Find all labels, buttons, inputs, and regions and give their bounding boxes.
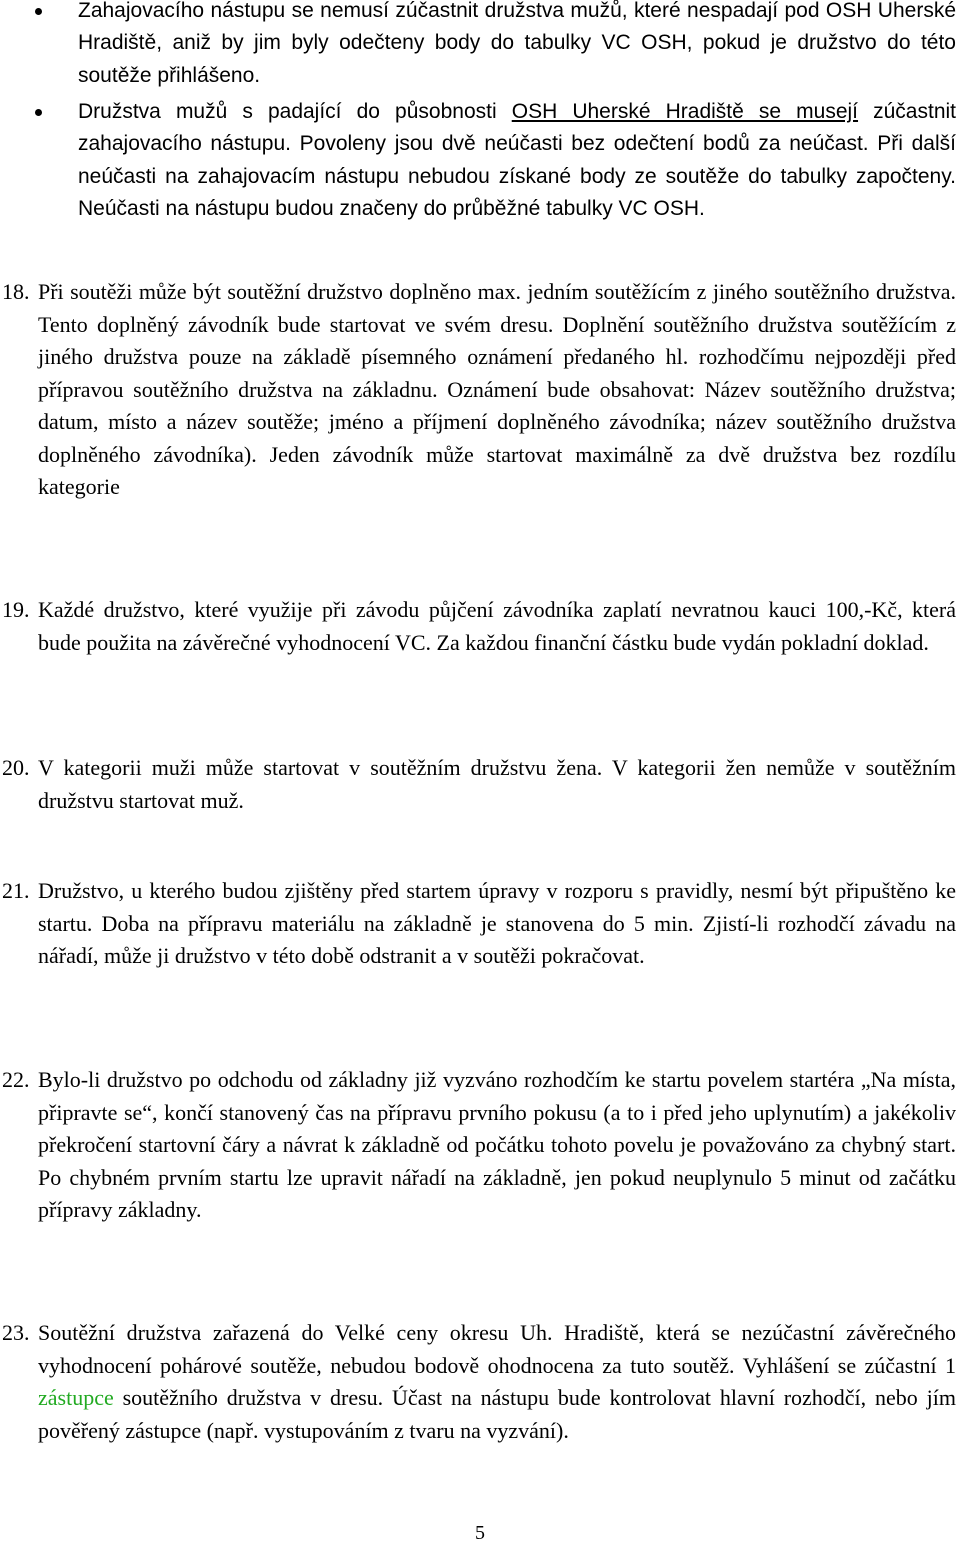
bullet-text xyxy=(78,100,956,220)
bullet-item xyxy=(0,0,960,92)
rule-text: Bylo-li družstvo po odchodu od základny již vyzváno rozhodčím ke startu povelem startéra „Na místa, připravte se“, končí stanovený čas na přípravu prvního pokusu (a to i před jeho uplynutím) a jakékoliv překročení startovní čáry a návrat k základně od počátku tohoto povelu je považováno za chybný start. Po chybném prvním startu lze upravit nářadí na základně, jen pokud neuplynulo 5 minut od začátku přípravy základny. xyxy=(38,1067,956,1222)
rule-number: 18. xyxy=(2,279,30,304)
rule-23 xyxy=(0,1317,960,1447)
rule-number: 23. xyxy=(2,1320,30,1345)
rule-text: V kategorii muži může startovat v soutěžním družstvu žena. V kategorii žen nemůže v soutěžním družstvu startovat muž. xyxy=(38,755,956,813)
page-number: 5 xyxy=(475,1522,485,1544)
bullet-text: Zahajovacího nástupu se nemusí zúčastnit družstva mužů, které nespadají pod OSH Uherské Hradiště, aniž by jim byly odečteny body do tabulky VC OSH, pokud je družstvo do této soutěže přihlášeno. xyxy=(78,0,956,87)
rule-text xyxy=(38,1317,956,1447)
bullet-item xyxy=(0,96,960,226)
rule-19 xyxy=(0,594,960,659)
rule-number: 20. xyxy=(2,755,30,780)
rule-number: 22. xyxy=(2,1067,30,1092)
bullet-dot-icon xyxy=(35,8,42,15)
rule-number: 19. xyxy=(2,597,30,622)
rule-21 xyxy=(0,875,960,973)
rule-18 xyxy=(0,276,960,504)
rule-text-pre: Soutěžní družstva zařazená do Velké ceny okresu Uh. Hradiště, která se nezúčastní závěrečného vyhodnocení pohárové soutěže, nebudou bodově ohodnocena za tuto soutěž. Vyhlášení se zúčastní 1 xyxy=(38,1320,956,1378)
rule-text-post: soutěžního družstva v dresu. Účast na nástupu bude kontrolovat hlavní rozhodčí, nebo jím pověřený zástupce (např. vystupováním z tvaru na vyzvání). xyxy=(38,1385,956,1443)
rule-text: Družstvo, u kterého budou zjištěny před startem úpravy v rozporu s pravidly, nesmí být připuštěno ke startu. Doba na přípravu materiálu na základně je stanovena do 5 min. Zjistí-li rozhodčí závadu na nářadí, může ji družstvo v této době odstranit a v soutěži pokračovat. xyxy=(38,878,956,968)
rule-20 xyxy=(0,752,960,817)
bullet-text-post: zúčastnit zahajovacího nástupu. Povoleny jsou dvě neúčasti bez odečtení bodů za neúčast. Při další neúčasti na zahajovacím nástupu nebudou získané body ze soutěže do tabulky započteny. Neúčasti na nástupu budou značeny do průběžné tabulky VC OSH. xyxy=(78,100,956,221)
rule-text: Každé družstvo, které využije při závodu půjčení závodníka zaplatí nevratnou kauci 100,-Kč, která bude použita na závěrečné vyhodnocení VC. Za každou finanční částku bude vydán pokladní doklad. xyxy=(38,597,956,655)
rule-22 xyxy=(0,1064,960,1227)
rule-text: Při soutěži může být soutěžní družstvo doplněno max. jedním soutěžícím z jiného soutěžního družstva. Tento doplněný závodník bude startovat ve svém dresu. Doplnění soutěžního družstva soutěžícím z jiného družstva pouze na základě písemného oznámení předaného hl. rozhodčímu nejpozději před přípravou soutěžního družstva na základnu. Oznámení bude obsahovat: Název soutěžního družstva; datum, místo a název soutěže; jméno a příjmení doplněného závodníka; název soutěžního družstva doplněného závodníka). Jeden závodník může startovat maximálně za dvě družstva bez rozdílu kategorie xyxy=(38,279,956,499)
rule-number: 21. xyxy=(2,878,30,903)
bullet-dot-icon xyxy=(35,109,42,116)
highlighted-word: zástupce xyxy=(38,1385,114,1410)
bullet-text-pre: Družstva mužů s padající do působnosti xyxy=(78,100,512,123)
underlined-text: OSH Uherské Hradiště se musejí xyxy=(511,100,859,123)
